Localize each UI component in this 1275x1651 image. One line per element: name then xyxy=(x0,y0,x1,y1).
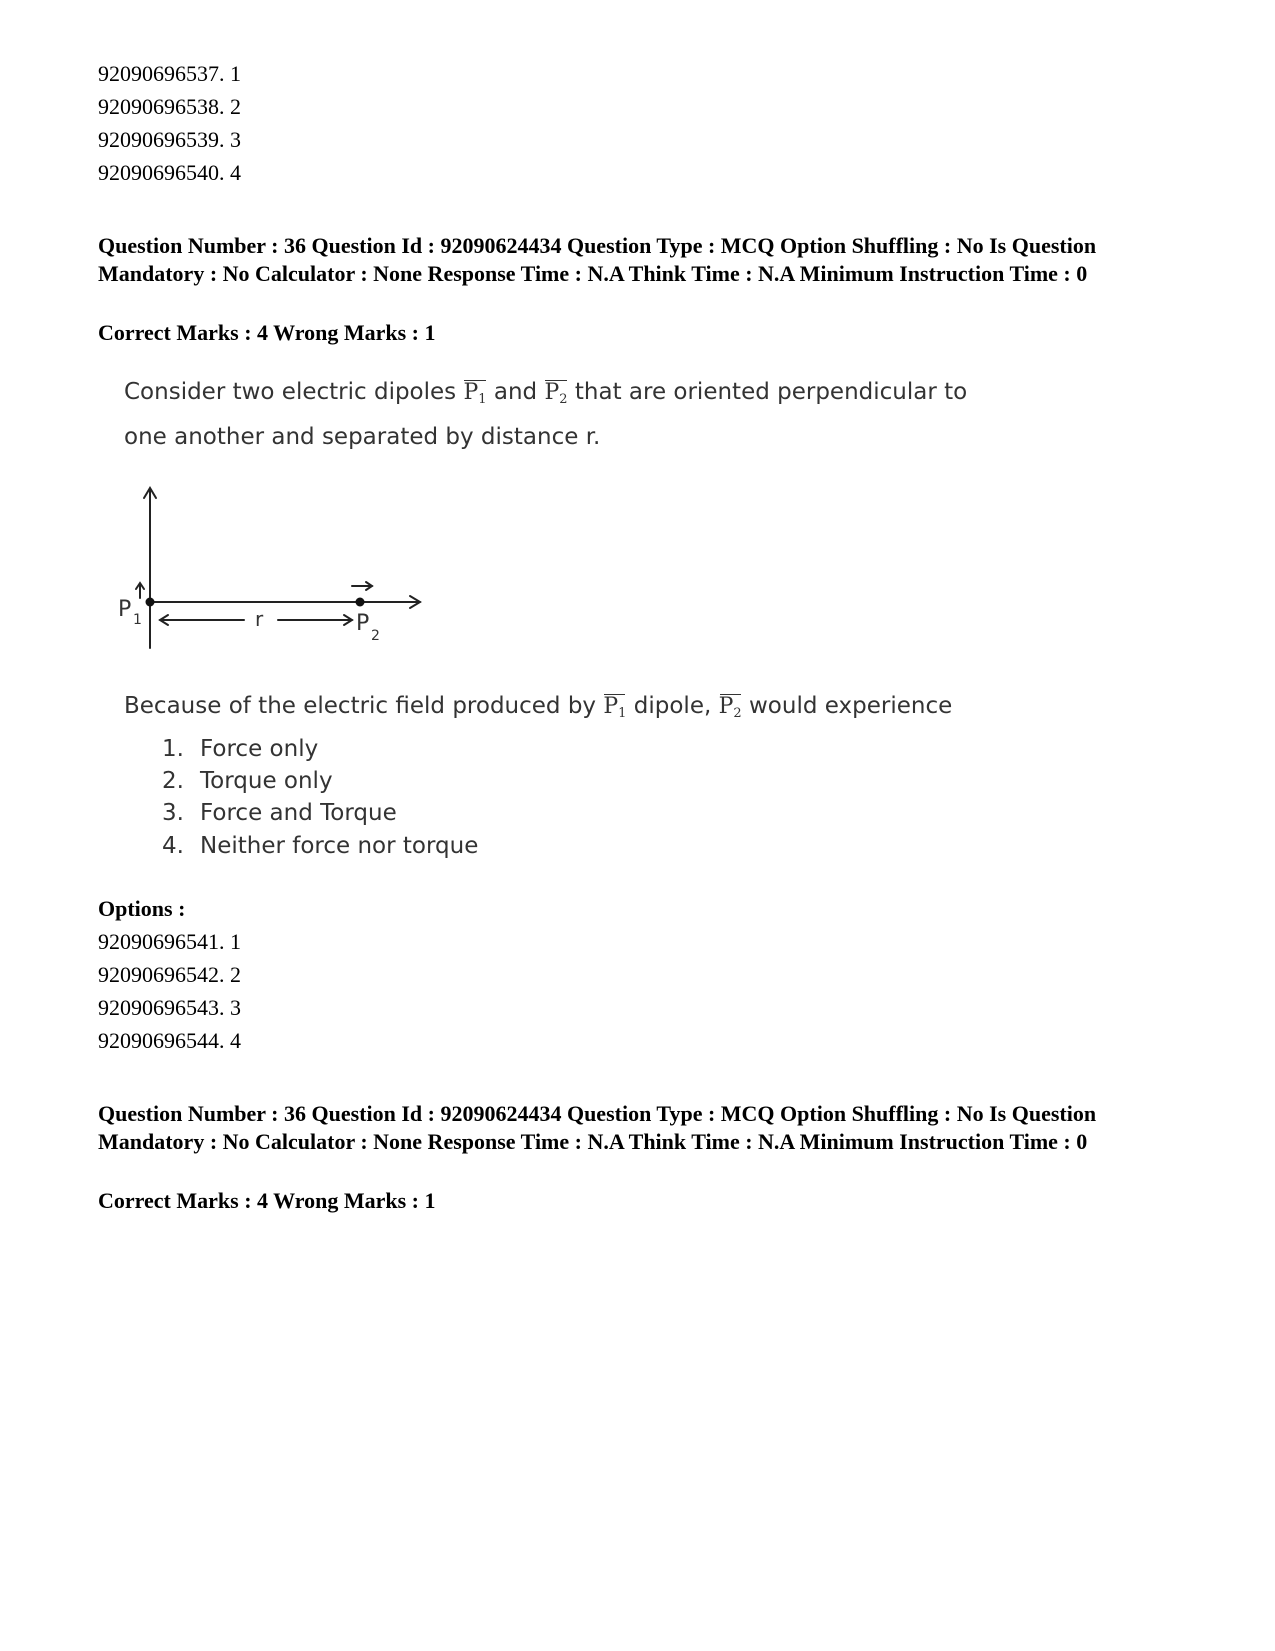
option-line: 92090696538. 2 xyxy=(98,94,241,119)
dipole-p2-point xyxy=(356,598,365,607)
question-prompt: Because of the electric field produced by $P_1$ dipole, $P_2$ would experience xyxy=(124,691,952,729)
question-marks: Correct Marks : 4 Wrong Marks : 1 xyxy=(98,320,436,345)
dipole-p1-point xyxy=(146,598,155,607)
option-line: 92090696537. 1 xyxy=(98,61,241,86)
choice-item: 4. Neither force nor torque xyxy=(162,833,479,859)
next-question-marks: Correct Marks : 4 Wrong Marks : 1 xyxy=(98,1188,436,1213)
question-meta: Question Number : 36 Question Id : 92090624434 Question Type : MCQ Option Shuffling : No Is Question Mandatory : No Calculator : None Response Time : N.A Think Time : N.A Minimum Instruction Time : 0 xyxy=(98,233,1097,286)
label-p1: P xyxy=(118,597,132,622)
option-line: 92090696539. 3 xyxy=(98,127,241,152)
label-r: r xyxy=(255,607,264,631)
dipole-p2-symbol: $P_2$ xyxy=(719,692,742,729)
dipole-p1-symbol: $P_1$ xyxy=(463,378,486,415)
question-text-line1: Consider two electric dipoles $P_1$ and $P_2$ that are oriented perpendicular to xyxy=(124,377,967,415)
dipole-p2-symbol: $P_2$ xyxy=(544,378,567,415)
option-line: 92090696542. 2 xyxy=(98,962,241,987)
label-p2: P xyxy=(356,611,370,636)
question-text-line2: one another and separated by distance r. xyxy=(124,424,601,450)
label-p1-sub: 1 xyxy=(133,612,142,628)
choice-item: 1. Force only xyxy=(162,736,319,762)
dipole-p1-symbol: $P_1$ xyxy=(603,692,626,729)
option-line: 92090696544. 4 xyxy=(98,1028,241,1053)
choice-item: 3. Force and Torque xyxy=(162,800,397,826)
option-line: 92090696543. 3 xyxy=(98,995,241,1020)
next-question-meta: Question Number : 36 Question Id : 92090624434 Question Type : MCQ Option Shuffling : No Is Question Mandatory : No Calculator : None Response Time : N.A Think Time : N.A Minimum Instruction Time : 0 xyxy=(98,1101,1097,1154)
option-line: 92090696540. 4 xyxy=(98,160,241,185)
option-line: 92090696541. 1 xyxy=(98,929,241,954)
label-p2-sub: 2 xyxy=(371,628,380,644)
dipole-diagram xyxy=(110,480,440,660)
choice-item: 2. Torque only xyxy=(162,768,333,794)
options-label: Options : xyxy=(98,896,186,921)
